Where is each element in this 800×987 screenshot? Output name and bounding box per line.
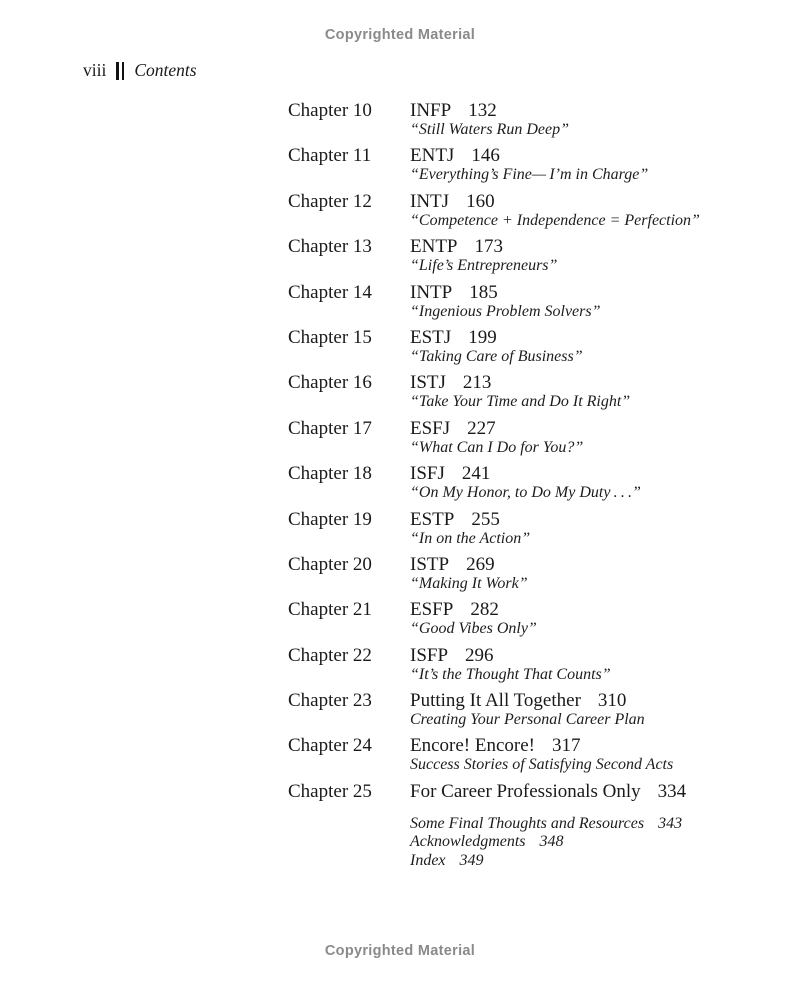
chapter-label: Chapter 24 <box>288 735 372 757</box>
chapter-title-line <box>410 146 758 166</box>
chapter-page-number: 269 <box>466 553 495 575</box>
chapter-entry-body <box>410 419 758 457</box>
back-matter-title: Some Final Thoughts and Resources <box>410 814 645 832</box>
folio-page-number: viii <box>83 60 107 80</box>
chapter-page-number: 334 <box>657 780 687 802</box>
chapter-title: ISTP <box>410 553 450 575</box>
chapter-label: Chapter 22 <box>288 644 372 666</box>
chapter-title-line <box>410 510 758 530</box>
back-matter-entry <box>410 852 758 871</box>
chapter-title: INTJ <box>410 190 450 212</box>
toc-chapter-entry <box>288 555 758 593</box>
chapter-label: Chapter 13 <box>288 236 372 258</box>
chapter-title-line <box>410 691 758 711</box>
chapter-title: ESFJ <box>410 417 451 439</box>
chapter-entry-body <box>410 646 758 684</box>
chapter-entry-body <box>410 237 758 275</box>
toc-chapter-entry <box>288 237 758 275</box>
chapter-title: Putting It All Together <box>410 690 581 712</box>
double-bar-separator-icon <box>116 62 124 80</box>
toc-chapter-entry <box>288 464 758 502</box>
chapter-title-line <box>410 283 758 303</box>
chapter-entry-body <box>410 510 758 548</box>
chapter-title: ESFP <box>410 599 454 621</box>
chapter-subtitle: Success Stories of Satisfying Second Acts <box>410 756 674 774</box>
chapter-title-line <box>410 101 758 121</box>
chapter-title: ISTJ <box>410 372 446 394</box>
chapter-label: Chapter 16 <box>288 372 372 394</box>
chapter-subtitle: “Making It Work” <box>410 574 528 592</box>
chapter-title-line <box>410 419 758 439</box>
chapter-label: Chapter 14 <box>288 281 372 303</box>
chapter-title-line <box>410 555 758 575</box>
chapter-title-line <box>410 464 758 484</box>
back-matter-list <box>410 815 758 871</box>
chapter-entry-body <box>410 283 758 321</box>
chapter-label: Chapter 12 <box>288 190 372 212</box>
chapter-title-line <box>410 646 758 666</box>
chapter-title: ISFJ <box>410 463 445 485</box>
chapter-title-line <box>410 328 758 348</box>
chapter-page-number: 213 <box>462 372 492 394</box>
chapter-label: Chapter 20 <box>288 553 372 575</box>
chapter-entry-body <box>410 736 758 774</box>
chapter-title: For Career Professionals Only <box>410 780 641 802</box>
chapter-entry-body <box>410 691 758 729</box>
header-section-title: Contents <box>134 60 197 80</box>
chapter-label: Chapter 15 <box>288 326 372 348</box>
chapter-subtitle: “Good Vibes Only” <box>410 620 537 638</box>
table-of-contents <box>288 101 758 870</box>
chapter-title: INTP <box>410 281 453 303</box>
chapter-subtitle: “Ingenious Problem Solvers” <box>410 302 601 320</box>
chapter-title: ISFP <box>410 644 449 666</box>
toc-chapter-entry <box>288 600 758 638</box>
back-matter-title: Acknowledgments <box>410 833 526 851</box>
back-matter-page-number: 348 <box>539 833 564 851</box>
chapter-page-number: 173 <box>474 236 503 258</box>
chapter-page-number: 146 <box>471 145 500 167</box>
chapter-title: ENTJ <box>410 145 455 167</box>
chapter-page-number: 296 <box>465 644 494 666</box>
chapter-title-line <box>410 192 758 212</box>
toc-chapter-entry <box>288 373 758 411</box>
chapter-label: Chapter 19 <box>288 508 372 530</box>
chapter-label: Chapter 18 <box>288 463 372 485</box>
chapter-label: Chapter 21 <box>288 599 372 621</box>
chapter-title: ESTJ <box>410 326 452 348</box>
chapter-subtitle: “Taking Care of Business” <box>410 347 583 365</box>
chapter-entry-body <box>410 328 758 366</box>
chapter-label: Chapter 10 <box>288 100 372 121</box>
chapter-subtitle: “What Can I Do for You?” <box>410 438 584 456</box>
chapter-title-line <box>410 600 758 620</box>
chapter-page-number: 227 <box>467 417 496 439</box>
chapter-page-number: 310 <box>597 690 627 712</box>
toc-chapter-entry <box>288 328 758 366</box>
chapter-subtitle: “Everything’s Fine— I’m in Charge” <box>410 166 649 184</box>
chapter-subtitle: “In on the Action” <box>410 529 531 547</box>
chapter-page-number: 132 <box>468 100 497 121</box>
chapter-title: Encore! Encore! <box>410 735 536 757</box>
chapter-title: ESTP <box>410 508 455 530</box>
toc-chapter-entry <box>288 691 758 729</box>
toc-chapter-entry <box>288 736 758 774</box>
chapter-entry-body <box>410 782 758 802</box>
chapter-title-line <box>410 237 758 257</box>
chapter-subtitle: “Still Waters Run Deep” <box>410 121 569 138</box>
chapter-entry-body <box>410 101 758 139</box>
chapter-page-number: 282 <box>470 599 499 621</box>
toc-chapter-entry <box>288 101 758 139</box>
chapter-subtitle: “It’s the Thought That Counts” <box>410 665 611 683</box>
chapter-label: Chapter 11 <box>288 145 372 167</box>
chapter-entry-body <box>410 146 758 184</box>
chapter-title-line <box>410 782 758 802</box>
chapter-page-number: 241 <box>461 463 491 485</box>
chapter-page-number: 160 <box>466 190 495 212</box>
chapter-title: INFP <box>410 100 452 121</box>
chapter-title-line <box>410 373 758 393</box>
toc-chapter-entry <box>288 192 758 230</box>
toc-chapter-entry <box>288 782 758 802</box>
copyright-notice-top: Copyrighted Material <box>324 27 476 43</box>
chapter-title-line <box>410 736 758 756</box>
chapter-subtitle: “Life’s Entrepreneurs” <box>410 257 558 275</box>
chapter-page-number: 317 <box>552 735 581 757</box>
chapter-label: Chapter 25 <box>288 780 372 802</box>
chapter-entry-body <box>410 555 758 593</box>
chapter-entry-body <box>410 600 758 638</box>
toc-chapter-entry <box>288 283 758 321</box>
chapter-subtitle: “Competence + Independence = Perfection” <box>410 211 700 229</box>
chapter-list <box>288 101 758 802</box>
chapter-page-number: 185 <box>469 281 498 303</box>
running-header <box>83 60 197 81</box>
chapter-subtitle: Creating Your Personal Career Plan <box>410 711 645 729</box>
back-matter-entry <box>410 833 758 852</box>
chapter-page-number: 255 <box>471 508 500 530</box>
toc-chapter-entry <box>288 146 758 184</box>
chapter-label: Chapter 23 <box>288 690 372 712</box>
chapter-entry-body <box>410 464 758 502</box>
chapter-subtitle: “On My Honor, to Do My Duty . . .” <box>410 484 641 502</box>
copyright-notice-bottom: Copyrighted Material <box>324 943 476 959</box>
toc-chapter-entry <box>288 419 758 457</box>
chapter-title: ENTP <box>410 236 458 258</box>
chapter-label: Chapter 17 <box>288 417 372 439</box>
chapter-entry-body <box>410 373 758 411</box>
toc-chapter-entry <box>288 646 758 684</box>
back-matter-title: Index <box>410 851 446 869</box>
back-matter-entry <box>410 815 758 834</box>
back-matter-page-number: 349 <box>459 851 484 869</box>
toc-chapter-entry <box>288 510 758 548</box>
chapter-page-number: 199 <box>468 326 497 348</box>
back-matter-page-number: 343 <box>658 814 683 832</box>
chapter-subtitle: “Take Your Time and Do It Right” <box>410 393 631 411</box>
chapter-entry-body <box>410 192 758 230</box>
